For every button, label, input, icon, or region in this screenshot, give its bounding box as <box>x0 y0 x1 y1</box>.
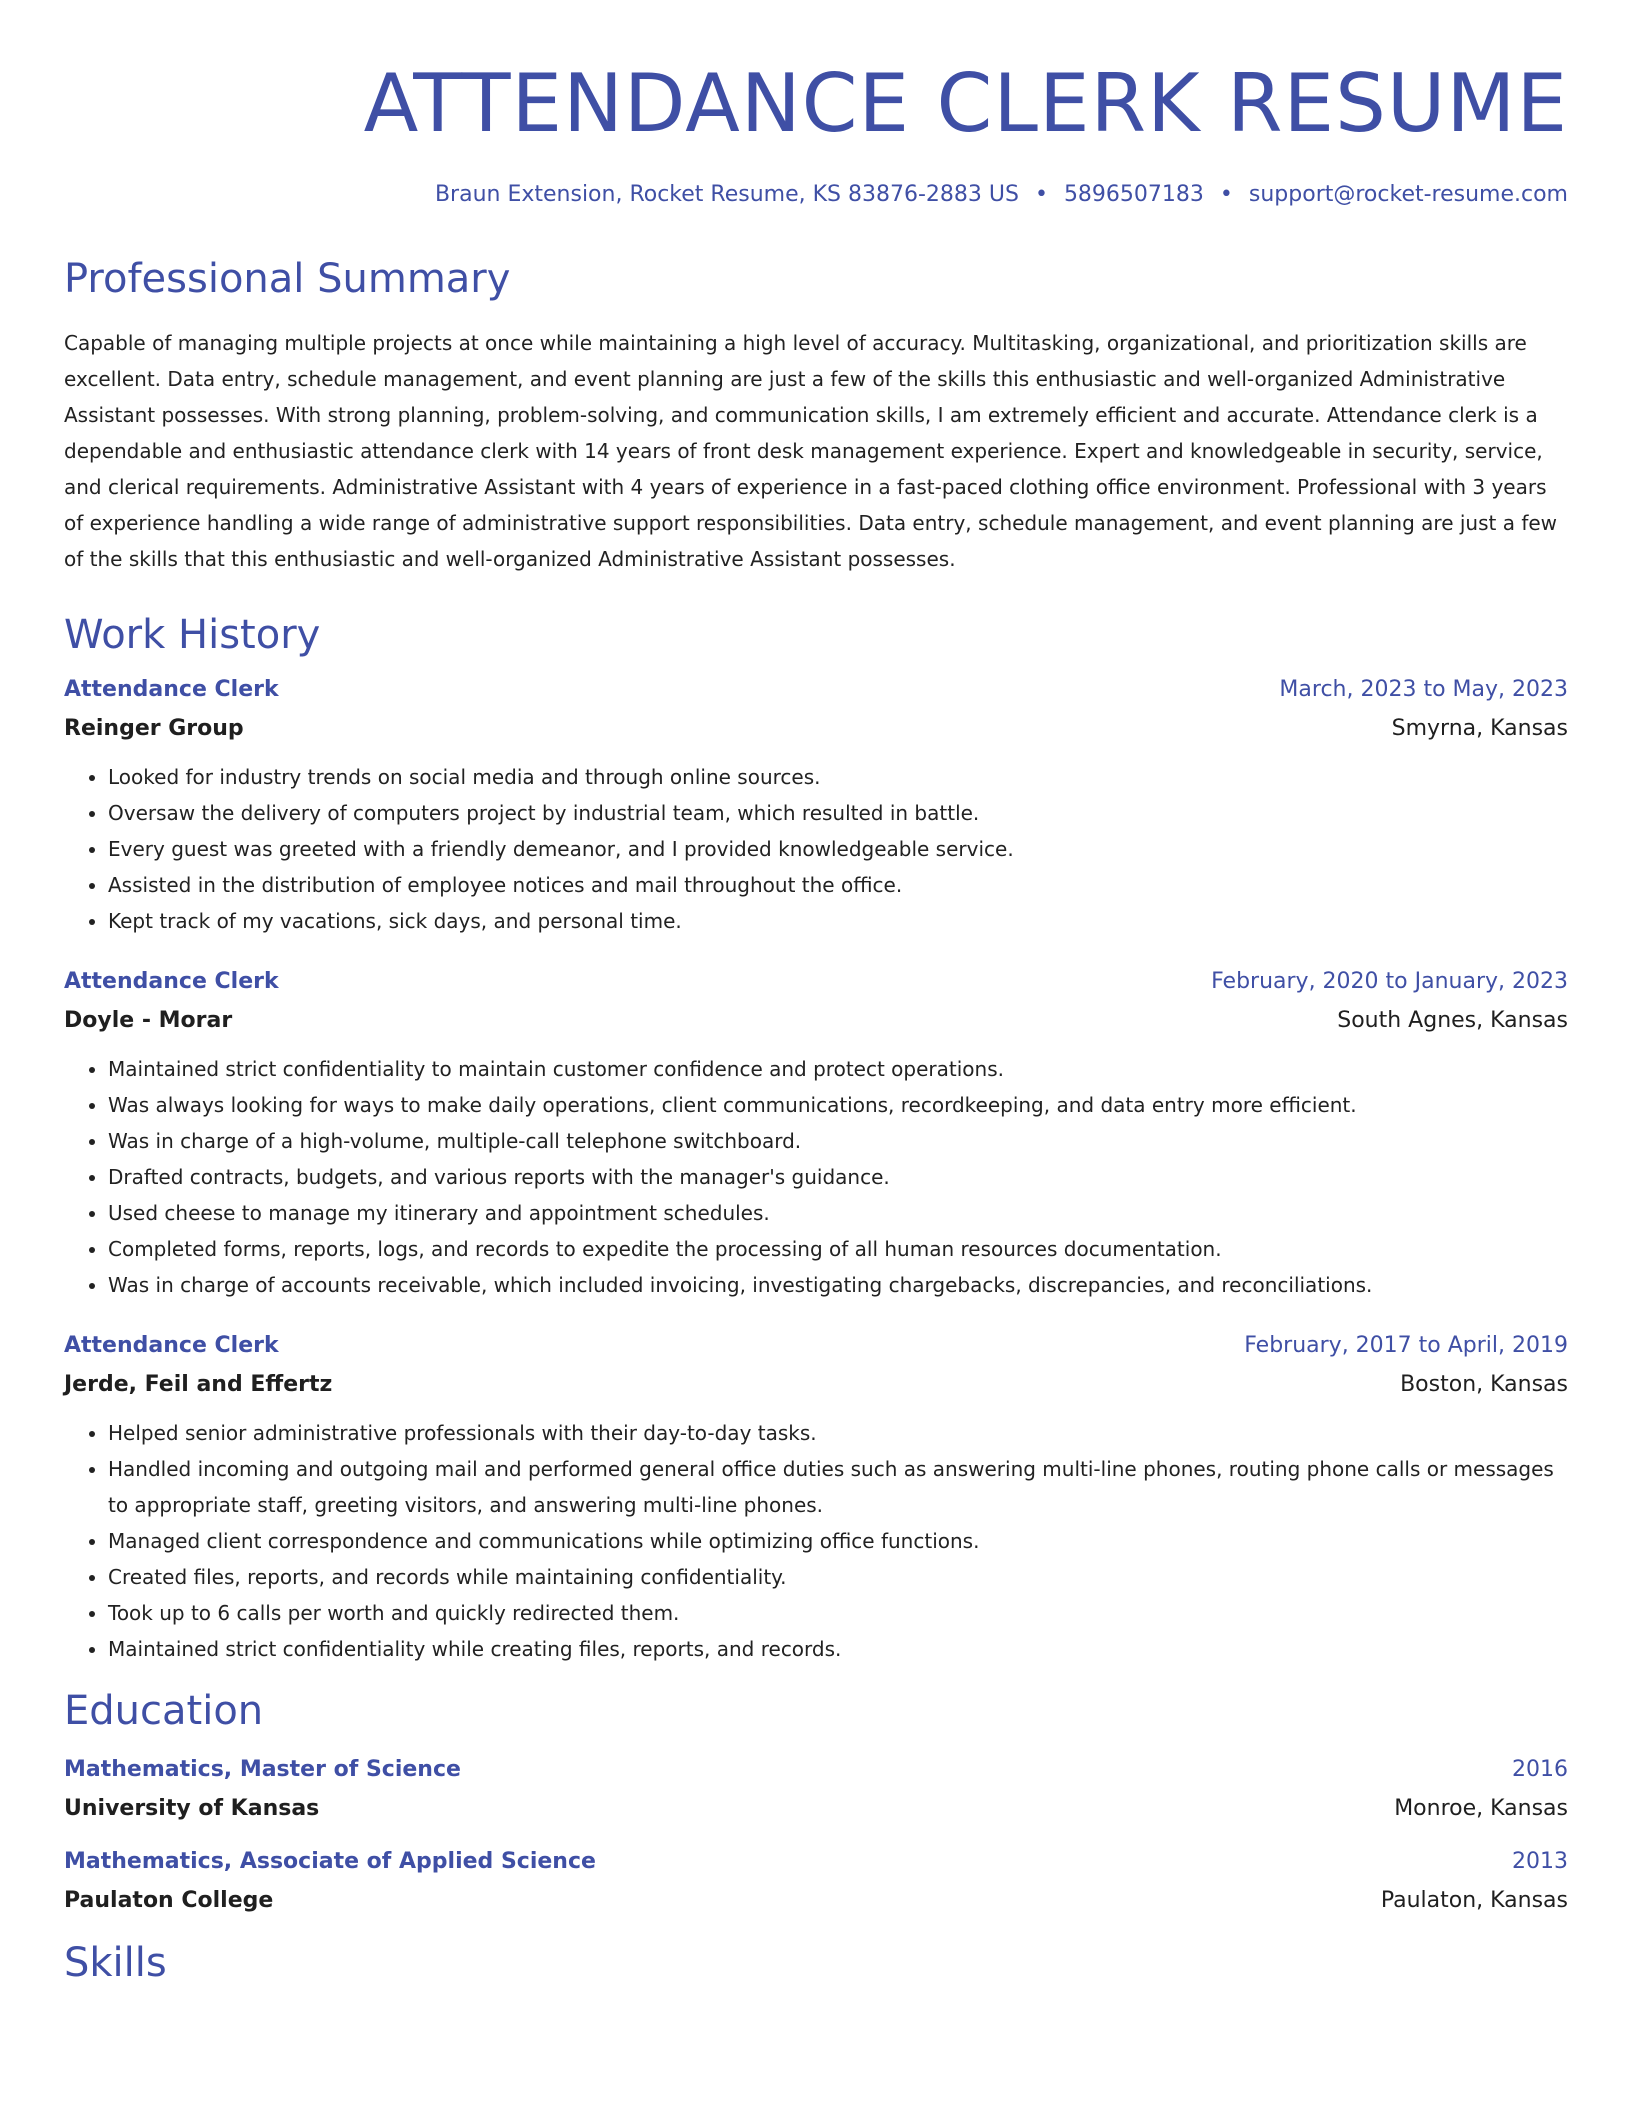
list-item: • Was always looking for ways to make daily operations, client communications, recordkeeping, and data entry more efficient. <box>108 1087 1568 1123</box>
list-item: • Assisted in the distribution of employee notices and mail throughout the office. <box>108 867 1568 903</box>
contact-separator: • <box>1034 182 1048 207</box>
list-item: • Every guest was greeted with a friendly demeanor, and I provided knowledgeable service. <box>108 831 1568 867</box>
list-item: • Drafted contracts, budgets, and various reports with the manager's guidance. <box>108 1159 1568 1195</box>
list-item: • Kept track of my vacations, sick days, and personal time. <box>108 903 1568 939</box>
summary-text: Capable of managing multiple projects at once while maintaining a high level of accuracy. Multitasking, organizational, and prioritization skills are excellent. Data entry, schedule management, and event planning are just a few of the skills this enthusiastic and well-organized Administrative Assistant possesses. With strong planning, problem-solving, and communication skills, I am extremely efficient and accurate. Attendance clerk is a dependable and enthusiastic attendance clerk with 14 years of front desk management experience. Expert and knowledgeable in security, service, and clerical requirements. Administrative Assistant with 4 years of experience in a fast-paced clothing office environment. Professional with 3 years of experience handling a wide range of administrative support responsibilities. Data entry, schedule management, and event planning are just a few of the skills that this enthusiastic and well-organized Administrative Assistant possesses. <box>64 331 1558 571</box>
list-item: • Was in charge of a high-volume, multiple-call telephone switchboard. <box>108 1123 1568 1159</box>
list-item: • Helped senior administrative professionals with their day-to-day tasks. <box>108 1415 1568 1451</box>
list-item: • Managed client correspondence and communications while optimizing office functions. <box>108 1523 1568 1559</box>
job-bullets <box>64 1051 1568 1303</box>
contact-email[interactable]: support@rocket-resume.com <box>1248 182 1568 207</box>
resume-title: ATTENDANCE CLERK RESUME <box>363 57 1568 150</box>
job-entry <box>64 969 1568 1303</box>
section-heading-summary: Professional Summary <box>64 256 511 302</box>
education-school: University of Kansas <box>64 1796 320 1821</box>
job-company: Doyle - Morar <box>64 1008 233 1033</box>
job-dates: February, 2017 to April, 2019 <box>1244 1333 1568 1358</box>
education-year: 2016 <box>1512 1757 1568 1782</box>
job-bullets <box>64 1415 1568 1667</box>
education-degree: Mathematics, Associate of Applied Science <box>64 1849 596 1874</box>
job-bullets <box>64 759 1568 939</box>
job-location: Boston, Kansas <box>1400 1372 1568 1397</box>
education-entry <box>64 1849 1568 1913</box>
list-item: • Oversaw the delivery of computers project by industrial team, which resulted in battle. <box>108 795 1568 831</box>
education-location: Paulaton, Kansas <box>1380 1888 1568 1913</box>
list-item: • Was in charge of accounts receivable, which included invoicing, investigating chargebacks, discrepancies, and reconciliations. <box>108 1267 1568 1303</box>
list-item: • Completed forms, reports, logs, and records to expedite the processing of all human resources documentation. <box>108 1231 1568 1267</box>
list-item: • Handled incoming and outgoing mail and performed general office duties such as answering multi-line phones, routing phone calls or messages to appropriate staff, greeting visitors, and answering multi-line phones. <box>108 1451 1568 1523</box>
list-item: • Took up to 6 calls per worth and quickly redirected them. <box>108 1595 1568 1631</box>
list-item: • Maintained strict confidentiality while creating files, reports, and records. <box>108 1631 1568 1667</box>
job-dates: February, 2020 to January, 2023 <box>1211 969 1568 994</box>
job-entry <box>64 1333 1568 1667</box>
contact-phone: 5896507183 <box>1063 182 1204 207</box>
education-entry <box>64 1757 1568 1821</box>
list-item: • Used cheese to manage my itinerary and appointment schedules. <box>108 1195 1568 1231</box>
job-title: Attendance Clerk <box>64 677 279 702</box>
job-company: Jerde, Feil and Effertz <box>64 1372 333 1397</box>
list-item: • Looked for industry trends on social media and through online sources. <box>108 759 1568 795</box>
section-heading-work: Work History <box>64 612 321 658</box>
education-degree: Mathematics, Master of Science <box>64 1757 461 1782</box>
job-entry <box>64 677 1568 939</box>
job-location: South Agnes, Kansas <box>1337 1008 1568 1033</box>
section-heading-skills: Skills <box>64 1940 167 1986</box>
education-year: 2013 <box>1512 1849 1568 1874</box>
job-title: Attendance Clerk <box>64 1333 279 1358</box>
job-location: Smyrna, Kansas <box>1391 716 1568 741</box>
job-title: Attendance Clerk <box>64 969 279 994</box>
contact-address: Braun Extension, Rocket Resume, KS 83876-2883 US <box>434 182 1019 207</box>
section-heading-education: Education <box>64 1688 264 1734</box>
contact-separator: • <box>1219 182 1233 207</box>
list-item: • Created files, reports, and records while maintaining confidentiality. <box>108 1559 1568 1595</box>
job-dates: March, 2023 to May, 2023 <box>1279 677 1568 702</box>
job-company: Reinger Group <box>64 716 244 741</box>
education-school: Paulaton College <box>64 1888 274 1913</box>
list-item: • Maintained strict confidentiality to maintain customer confidence and protect operations. <box>108 1051 1568 1087</box>
education-location: Monroe, Kansas <box>1394 1796 1568 1821</box>
contact-line <box>64 184 1568 206</box>
